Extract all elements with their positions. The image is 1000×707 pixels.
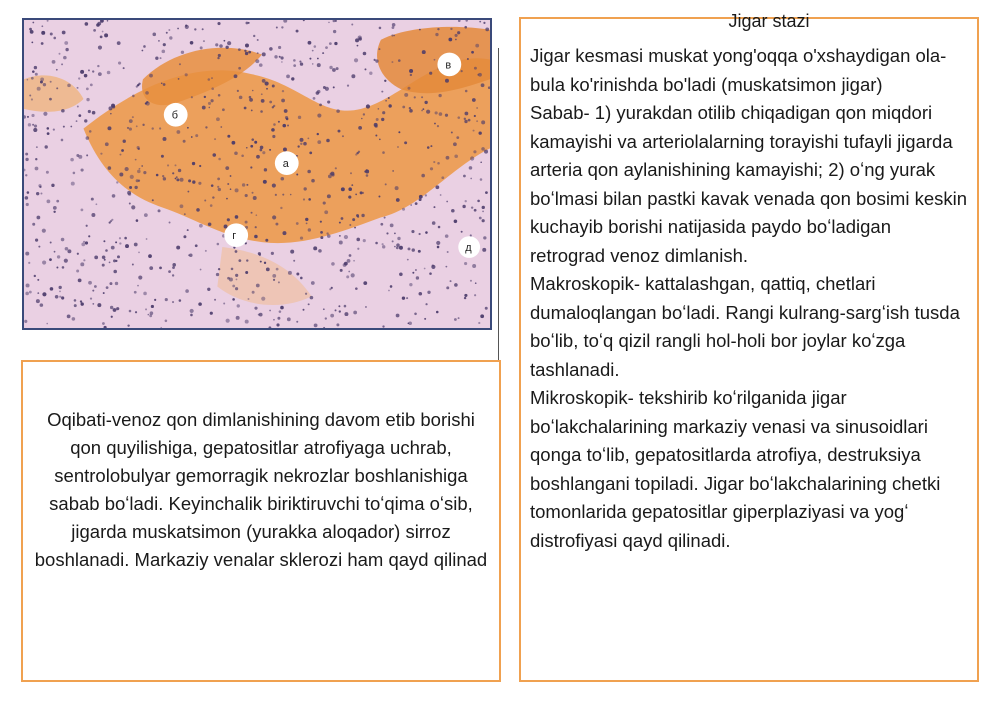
cause-paragraph: Sabab- 1) yurakdan otilib chiqadigan qon miqdori kamayishi va arteriolalarning torayishi tufayli jigarda arteria qon aylanishining kamayishi; 2) oʻng yurak boʻlmasi bilan pastki kavak venada qon bosimi keskin kuchayib borishi natijasida paydo boʻladigan retrograd venoz dimlanish. — [530, 102, 968, 266]
macroscopic-paragraph: Makroskopik- kattalashgan, qattiq, chetlari dumaloqlangan boʻladi. Rangi kulrang-sargʻish tusda boʻlib, toʻq qizil rangli hol-holi bor joylar koʻzga tashlanadi. — [530, 273, 960, 380]
divider-line — [498, 48, 499, 360]
svg-text:д: д — [465, 242, 472, 254]
consequence-text: Oqibati-venoz qon dimlanishining davom etib borishi qon quyilishiga, gepatositlar atrofiyaga uchrab, sentrolobulyar gemorragik nekrozlar boshlanishiga sabab boʻladi. Keyinchalik biriktiruvchi toʻqima oʻsib, jigarda muskatsimon (yurakka aloqador) sirroz boshlanadi. Markaziy venalar sklerozi ham qayd qilinad — [34, 409, 488, 570]
slide-title: Jigar stazi — [728, 11, 810, 31]
svg-text:г: г — [232, 230, 237, 243]
definition-paragraph: Jigar kesmasi muskat yong'oqqa o'xshaydigan ola-bula ko'rinishda bo'ladi (muskatsimon jigar) — [530, 45, 947, 95]
consequence-box — [21, 360, 501, 682]
svg-text:в: в — [445, 59, 452, 72]
liver-micrograph — [22, 18, 492, 330]
micrograph-image — [24, 20, 490, 328]
svg-text:б: б — [171, 109, 178, 122]
microscopic-paragraph: Mikroskopik- tekshirib koʻrilganida jigar boʻlakchalarining markaziy venasi va sinusoidlari qonga toʻlib, gepatositlarda atrofiya, destruksiya boshlangani topiladi. Jigar boʻlakchalarining chetki tomonlarida gepatositlar giperplaziyasi va yogʻ distrofiyasi qayd qilinadi. — [530, 387, 941, 551]
description-text — [530, 42, 971, 555]
svg-text:а: а — [282, 158, 289, 171]
description-box — [519, 11, 979, 682]
